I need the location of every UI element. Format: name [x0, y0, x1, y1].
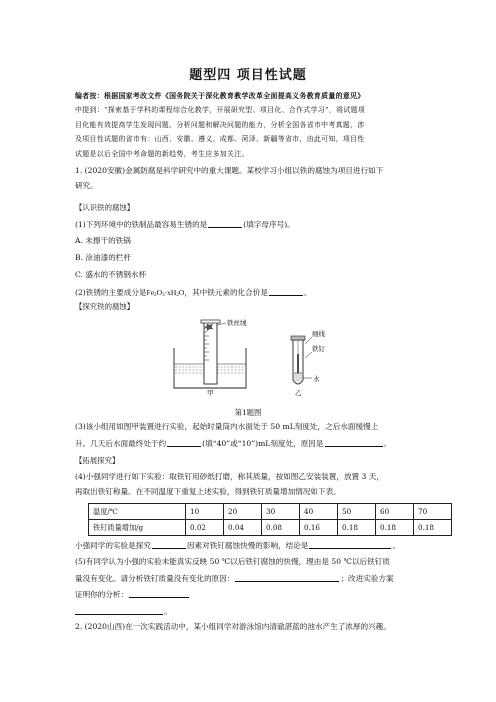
table-cell: 0.04 — [224, 520, 262, 536]
figure-caption: 第1题图 — [234, 408, 262, 417]
table-cell: 0.18 — [338, 520, 376, 536]
q1-part4-text-c: 。 — [392, 541, 401, 550]
answer-blank — [75, 606, 163, 615]
formula-sub-h2: 2 — [176, 293, 179, 298]
editor-note-line-3: 目化能有效提高学生发现问题、分析问题和解决问题的能力，分析全国各省市中考真题，涉 — [75, 121, 365, 129]
table-cell: 30 — [262, 504, 300, 520]
table-cell: 50 — [338, 504, 376, 520]
table-cell: 铁钉质量增加/g — [89, 520, 186, 536]
q1-part2-text-a: (2)铁锈的主要成分是 — [75, 288, 147, 297]
q1-part4-text-b: 因素对铁钉腐蚀快慢的影响，结论是 — [186, 541, 309, 550]
editor-note-line-4: 及项目性试题的省市有：山西、安徽、遵义、成都、菏泽、新疆等省市，由此可知，项目性 — [75, 135, 365, 143]
q1-part5-line-4 — [75, 606, 172, 617]
q1-part4-line-3 — [75, 540, 400, 551]
answer-blank — [167, 438, 201, 447]
label-jia: 甲 — [207, 389, 214, 396]
q1-part1 — [75, 219, 295, 230]
option-c: C. 盛水的不锈钢水杯 — [75, 270, 147, 279]
option-a: A. 未擦干的铁锅 — [75, 236, 131, 245]
q1-part4-text-a: 小强同学的实验是探究 — [75, 541, 151, 550]
q1-part1-text-b: (填字母序号)。 — [243, 220, 295, 229]
section-explore-corrosion: 【探究铁的腐蚀】 — [75, 302, 135, 311]
q1-part3-text-a: 升。几天后水面最终处于约 — [75, 439, 167, 448]
table-cell: 0.08 — [262, 520, 300, 536]
rust-formula — [147, 288, 185, 297]
table-cell: 0.18 — [376, 520, 414, 536]
q1-part5-text-d: 。 — [164, 607, 172, 616]
table-cell: 40 — [300, 504, 338, 520]
page-title: 题型四 项目性试题 — [189, 68, 307, 83]
table-row — [89, 520, 452, 536]
editor-note-line-2: 中提到：“探索基于学科的课程综合化教学，开展研究型、项目化、合作式学习”，将试题项 — [75, 106, 366, 114]
table-cell: 70 — [414, 504, 452, 520]
experiment-figure — [160, 318, 360, 396]
q1-part5-line-1: (5)有同学认为小强的实验未能真实反映 50 ℃以后铁钉腐蚀的快慢，理由是 50 ℃以后铁钉质 — [75, 557, 390, 566]
answer-blank — [325, 438, 383, 447]
formula-xh: ·xH — [164, 288, 177, 297]
answer-blank — [129, 589, 189, 598]
q1-part5-text-b: ；改进实验方案 — [340, 574, 394, 583]
label-yi: 乙 — [295, 389, 302, 396]
q1-part3-line-1: (3)该小组用如图甲装置进行实验，起始时量筒内水面处于 50 mL刻度处，之后水面缓慢上 — [75, 422, 379, 431]
formula-fe: Fe — [146, 288, 155, 297]
table-cell: 20 — [224, 504, 262, 520]
table-cell: 0.02 — [186, 520, 224, 536]
answer-blank — [152, 540, 186, 549]
q1-intro-line-1: 1. (2020安徽)金属防腐是科学研究中的重大课题。某校学习小组以铁的腐蚀为项目进行如下 — [75, 166, 384, 175]
table-row — [89, 504, 452, 520]
formula-o: O — [156, 288, 163, 297]
q1-part4-line-1: (4)小强同学进行如下实验：取铁钉用砂纸打磨，称其质量，按如图乙安装装置，放置 3 天， — [75, 472, 384, 481]
q1-part5-line-2 — [75, 573, 394, 584]
apparatus-jia — [174, 318, 247, 396]
label-nail: 铁钉 — [312, 345, 325, 353]
q1-part5-text-c: 证明你的分析： — [75, 590, 129, 599]
q1-part3-line-2 — [75, 438, 391, 449]
answer-blank — [269, 287, 303, 296]
q1-intro-line-2: 研究。 — [75, 181, 98, 190]
section-know-corrosion: 【认识铁的腐蚀】 — [75, 203, 135, 212]
q1-part3-text-b: (填“40”或“10”)mL刻度处，原因是 — [202, 439, 324, 448]
label-iron-wool: 铁丝绒 — [227, 319, 247, 327]
q2-intro: 2. (2020山西)在一次实践活动中，某小组同学对游泳馆内清澈湛蓝的池水产生了浓厚的兴趣。 — [75, 622, 391, 631]
q1-part2 — [75, 287, 312, 301]
editor-note-line-5: 试题是以后全国中考命题的新趋势，考生应多加关注。 — [75, 150, 249, 158]
q1-part4-line-2: 再取出铁钉称量。在不同温度下重复上述实验，得到铁钉质量增加情况如下表。 — [75, 487, 341, 496]
table-cell: 0.16 — [300, 520, 338, 536]
formula-sub-2: 2 — [154, 293, 157, 298]
answer-blank — [309, 540, 391, 549]
formula-o2: O — [178, 288, 185, 297]
section-extended-explore: 【拓展探究】 — [75, 456, 120, 465]
q1-part2-text-c: 。 — [303, 288, 312, 297]
q1-part5-line-3 — [75, 589, 190, 600]
formula-sub-3: 3 — [162, 293, 165, 298]
apparatus-yi — [291, 329, 326, 396]
table-cell: 60 — [376, 504, 414, 520]
label-water: 水 — [313, 375, 320, 383]
q1-part3-text-c: 。 — [383, 439, 392, 448]
data-table — [88, 503, 452, 536]
q1-part5-text-a: 量没有变化。请分析铁钉质量没有变化的原因： — [75, 574, 235, 583]
table-cell: 温度/℃ — [89, 504, 186, 520]
label-thread: 细线 — [312, 330, 325, 338]
option-b: B. 涂油漆的栏杆 — [75, 253, 131, 262]
table-cell: 10 — [186, 504, 224, 520]
q1-part2-text-b: ，其中铁元素的化合价是 — [184, 288, 268, 297]
table-cell: 0.18 — [414, 520, 452, 536]
editor-note-line-1: 编者按：根据国家考改文件《国务院关于深化教育教学改革全面提高义务教育质量的意见》 — [75, 92, 365, 100]
answer-blank — [208, 219, 242, 228]
q1-part1-text-a: (1)下列环境中的铁制品最容易生锈的是 — [75, 220, 208, 229]
answer-blank — [235, 573, 339, 582]
